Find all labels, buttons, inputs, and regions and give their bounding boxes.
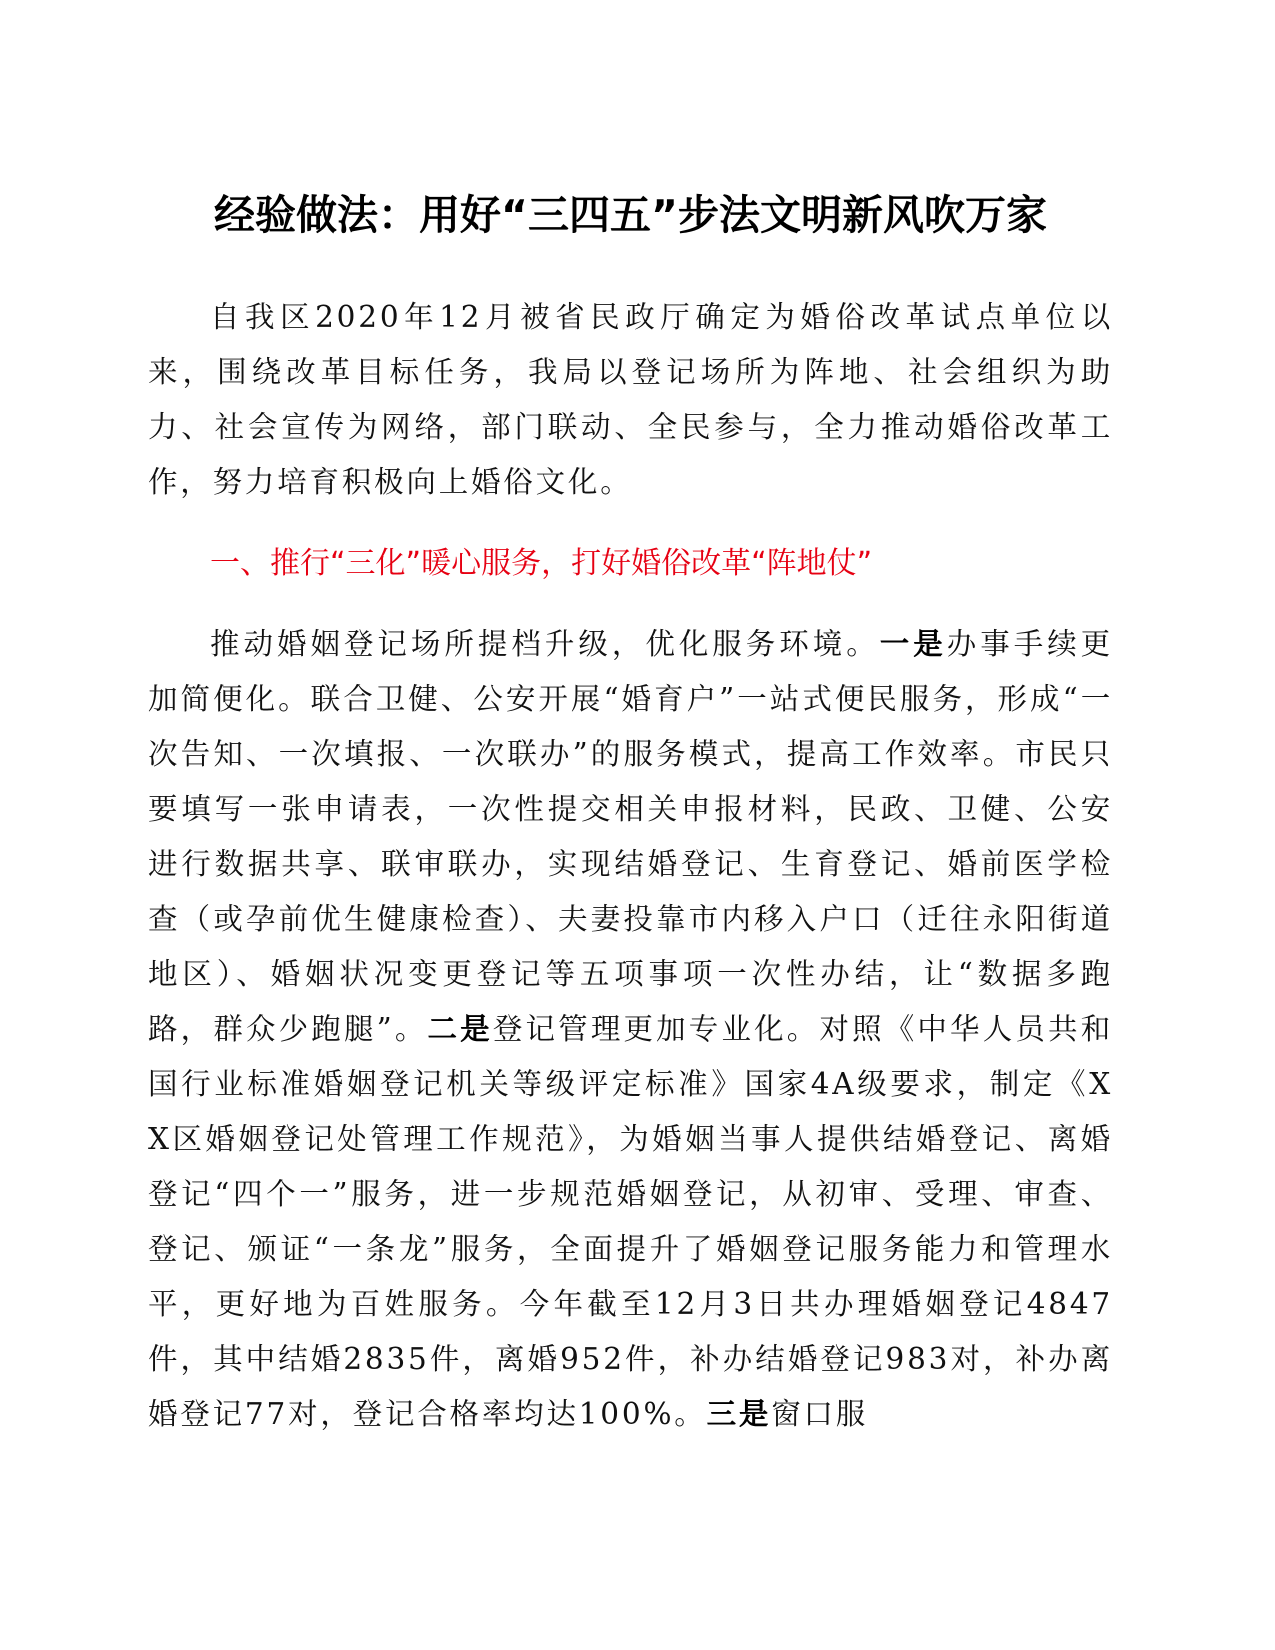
- document-title: 经验做法：用好“三四五”步法文明新风吹万家: [214, 191, 1047, 239]
- section-body-paragraph: [148, 617, 1113, 1442]
- point-marker-1: 一是: [879, 627, 947, 661]
- point-marker-3: 三是: [706, 1397, 772, 1431]
- section-lead-text: 推动婚姻登记场所提档升级，优化服务环境。: [210, 627, 880, 661]
- point-marker-2: 二是: [427, 1012, 493, 1046]
- point-text-3: 窗口服: [771, 1397, 869, 1431]
- document-content: [148, 180, 1113, 1442]
- point-text-1: 办事手续更加简便化。联合卫健、公安开展“婚育户”一站式便民服务，形成“一次告知、一次填报、一次联办”的服务模式，提高工作效率。市民只要填写一张申请表，一次性提交相关申报材料，民政、卫健、公安进行数据共享、联审联办，实现结婚登记、生育登记、婚前医学检查（或孕前优生健康检查）、夫妻投靠市内移入户口（迁往永阳街道地区）、婚姻状况变更登记等五项事项一次性办结，让“数据多跑路，群众少跑腿”。: [148, 627, 1113, 1046]
- point-text-2: 登记管理更加专业化。对照《中华人员共和国行业标准婚姻登记机关等级评定标准》国家4A级要求，制定《XX区婚姻登记处管理工作规范》，为婚姻当事人提供结婚登记、离婚登记“四个一”服务，进一步规范婚姻登记，从初审、受理、审查、登记、颁证“一条龙”服务，全面提升了婚姻登记服务能力和管理水平，更好地为百姓服务。今年截至12月3日共办理婚姻登记4847件，其中结婚2835件，离婚952件，补办结婚登记983对，补办离婚登记77对，登记合格率均达100%。: [148, 1012, 1113, 1431]
- intro-paragraph: 自我区2020年12月被省民政厅确定为婚俗改革试点单位以来，围绕改革目标任务，我局以登记场所为阵地、社会组织为助力、社会宣传为网络，部门联动、全民参与，全力推动婚俗改革工作，努力培育积极向上婚俗文化。: [148, 300, 1113, 499]
- section-heading: 一、推行“三化”暖心服务，打好婚俗改革“阵地仗”: [210, 546, 873, 581]
